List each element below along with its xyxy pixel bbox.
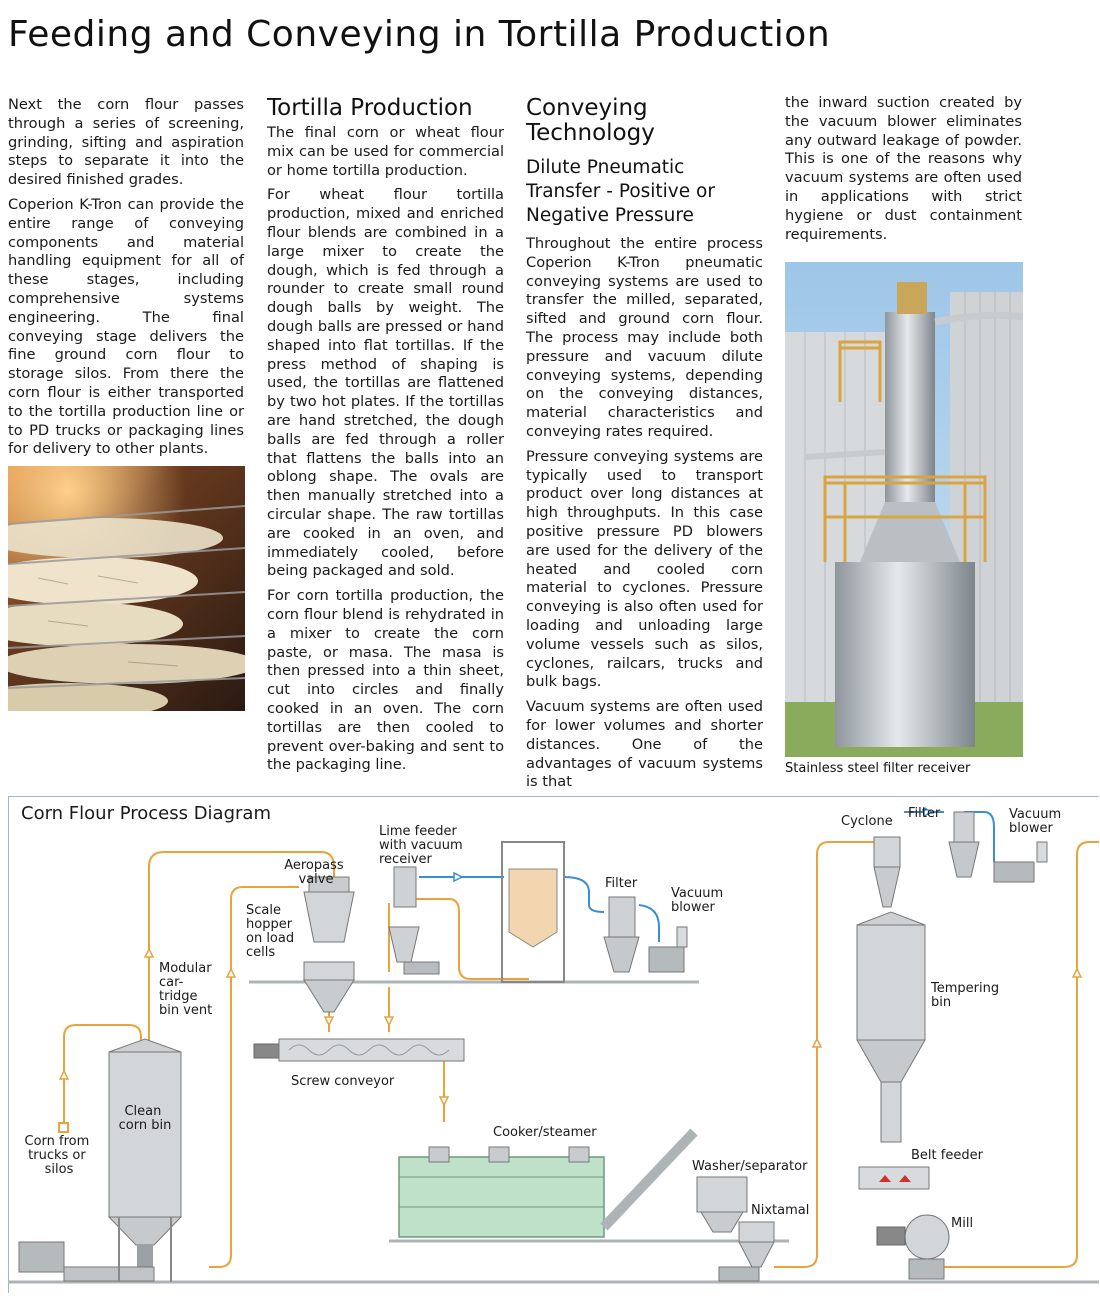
column-4 bbox=[785, 94, 1022, 250]
section-heading: Conveying Technology bbox=[526, 95, 655, 146]
paragraph: For corn tortilla production, the corn flour blend is rehydrated in a mixer to create the corn paste, or masa. The masa is then pressed into a thin sheet, cut into circles and finally cooked in an oven. The corn tortillas are then cooled to prevent over-baking and sent to the packaging line. bbox=[267, 587, 504, 774]
paragraph: The final corn or wheat flour mix can be used for commercial or home tortilla production. bbox=[267, 124, 504, 179]
label-aeropass-valve: Aeropass valve bbox=[284, 858, 344, 887]
diagram-title: Corn Flour Process Diagram bbox=[21, 803, 271, 824]
lime-feeder bbox=[389, 867, 439, 974]
process-diagram bbox=[8, 796, 1099, 1293]
mill bbox=[877, 1215, 949, 1279]
label-washer-separator: Washer/separator bbox=[692, 1159, 808, 1174]
label-tempering-bin: Tempering bin bbox=[931, 981, 1000, 1010]
section-heading: Tortilla Production bbox=[267, 95, 473, 121]
paragraph: Coperion K-Tron can provide the entire range of conveying components and material handling equipment for all of these stages, including comprehensive systems engineering. The final conveying stage delivers the fine ground corn flour to storage silos. From there the corn flour is either transported to the tortilla production line or to PD trucks or packaging lines for delivery to other plants. bbox=[8, 195, 244, 458]
screw-conveyor bbox=[254, 1039, 464, 1061]
label-lime-feeder: Lime feeder with vacuum receiver bbox=[379, 824, 463, 867]
label-cooker-steamer: Cooker/steamer bbox=[493, 1125, 597, 1140]
tempering-bin bbox=[857, 912, 925, 1142]
paragraph: Vacuum systems are often used for lower volumes and shorter distances. One of the advantages of vacuum systems is that bbox=[526, 698, 763, 791]
paragraph: Next the corn flour passes through a series of screening, grinding, sifting and aspiration steps to separate it into the desired finished grades. bbox=[8, 96, 244, 189]
label-belt-feeder: Belt feeder bbox=[911, 1148, 983, 1163]
bulk-bag-station bbox=[502, 842, 564, 982]
label-vacuum-blower-1: Vacuum blower bbox=[671, 886, 724, 915]
label-mill: Mill bbox=[951, 1216, 974, 1231]
page-title: Feeding and Conveying in Tortilla Production bbox=[8, 14, 831, 55]
belt-feeder bbox=[859, 1167, 929, 1189]
column-2 bbox=[267, 96, 504, 781]
filter-receiver-photo bbox=[785, 262, 1023, 757]
cyclone bbox=[874, 837, 900, 907]
label-vacuum-blower-2: Vacuum blower bbox=[1009, 807, 1062, 836]
paragraph: Pressure conveying systems are typically used to transport product over long distances at high throughputs. In this case positive pressure PD blowers are used for the delivery of the heated and cooled corn material to cyclones. Pressure conveying is also often used for loading and unloading large volume vessels such as silos, cyclones, railcars, trucks and bulk bags. bbox=[526, 447, 763, 691]
label-clean-corn-bin: Clean corn bin bbox=[118, 1104, 172, 1133]
cooker-steamer bbox=[399, 1132, 694, 1237]
label-modular-bin-vent: Modular car- tridge bin vent bbox=[159, 961, 213, 1018]
column-3 bbox=[526, 96, 763, 798]
photo-caption: Stainless steel filter receiver bbox=[785, 761, 971, 776]
label-nixtamal: Nixtamal bbox=[751, 1203, 810, 1218]
tortilla-oven-photo bbox=[8, 466, 245, 711]
paragraph: For wheat flour tortilla production, mixed and enriched flour blends are combined in a large mixer to create the dough, which is fed through a rounder to create small round dough balls by weight. The dough balls are pressed or hand shaped into flat tortillas. If the press method of shaping is used, the tortillas are flattened by two hot plates. If the tortillas are hand stretched, the dough balls are fed through a roller that flattens the balls into an oblong shape. The ovals are then manually stretched into a circular shape. The raw tortillas are cooked in an oven, and immediately cooled, before being packaged and sold. bbox=[267, 186, 504, 580]
label-filter-2: Filter bbox=[908, 806, 941, 821]
label-filter-1: Filter bbox=[605, 876, 638, 891]
subsection-heading: Dilute Pneumatic Transfer - Positive or Negative Pressure bbox=[526, 157, 715, 226]
paragraph: the inward suction created by the vacuum blower eliminates any outward leakage of powder. This is one of the reasons why vacuum systems are often used in applications with strict hygiene or dust containment requirements. bbox=[785, 94, 1022, 243]
label-cyclone: Cyclone bbox=[841, 814, 893, 829]
column-1 bbox=[8, 96, 244, 465]
label-scale-hopper: Scale hopper on load cells bbox=[246, 903, 295, 960]
scale-hopper bbox=[304, 877, 354, 1012]
label-corn-from-trucks: Corn from trucks or silos bbox=[24, 1134, 90, 1177]
label-screw-conveyor: Screw conveyor bbox=[291, 1074, 395, 1089]
paragraph: Throughout the entire process Coperion K-Tron pneumatic conveying systems are used to transfer the milled, separated, sifted and ground corn flour. The process may include both pressure and vacuum dilute conveying systems, depending on the conveying distances, material characteristics and conveying rates required. bbox=[526, 235, 763, 440]
